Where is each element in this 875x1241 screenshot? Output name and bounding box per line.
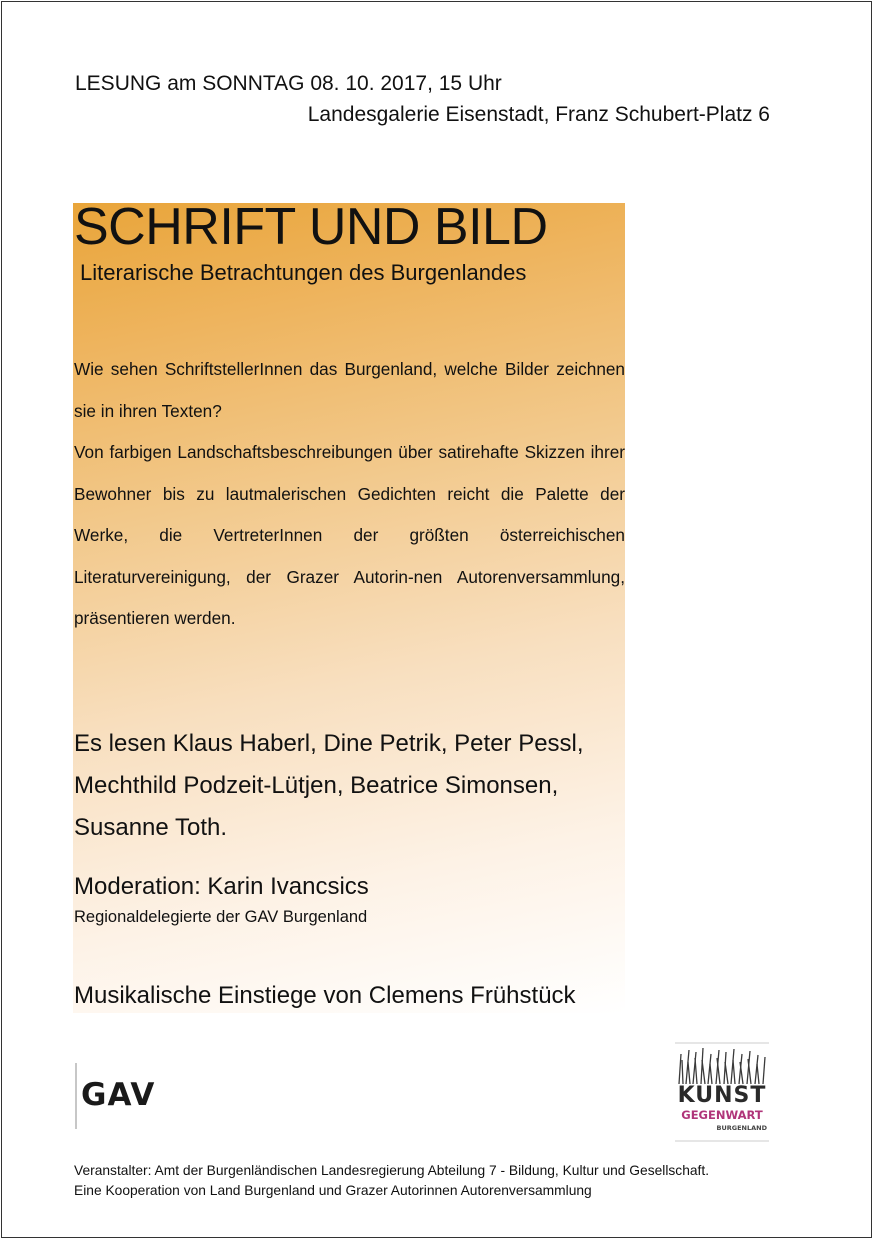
intro-paragraph: Von farbigen Landschaftsbeschreibungen über satirehafte Skizzen ihrer Bewohner bis zu lautmalerischen Gedichten reicht die Palette der Werke, die VertreterInnen der größten österreichischen Literaturvereinigung, der Grazer Autorin-nen Autorenversammlung, präsentieren werden. (74, 442, 625, 628)
page-subtitle: Literarische Betrachtungen des Burgenlandes (80, 260, 527, 285)
kunst-logo-word: KUNST (677, 1083, 767, 1108)
footer-cooperation: Eine Kooperation von Land Burgenland und Grazer Autorinnen Autorenversammlung (74, 1183, 592, 1198)
readers-list (74, 723, 584, 849)
readers-line: Susanne Toth. (74, 814, 228, 841)
intro-paragraph: Wie sehen SchriftstellerInnen das Burgenland, welche Bilder zeichnen sie in ihren Texten? (74, 359, 625, 421)
moderation-role: Regionaldelegierte der GAV Burgenland (74, 908, 368, 926)
music-line: Musikalische Einstiege von Clemens Frühstück (74, 982, 576, 1009)
moderation-line: Moderation: Karin Ivancsics (74, 873, 369, 900)
intro-text (74, 349, 625, 640)
kunst-logo-burgenland: BURGENLAND (716, 1124, 767, 1132)
gav-logo (75, 1063, 165, 1129)
gav-logo-bar (75, 1063, 77, 1129)
gav-logo-text: GAV (81, 1077, 156, 1113)
readers-line: Es lesen Klaus Haberl, Dine Petrik, Peter Pessl, (74, 730, 584, 757)
page-title: SCHRIFT UND BILD (74, 198, 548, 256)
grass-strokes (679, 1048, 765, 1084)
readers-line: Mechthild Podzeit-Lütjen, Beatrice Simonsen, (74, 772, 559, 799)
footer-organizer: Veranstalter: Amt der Burgenländischen Landesregierung Abteilung 7 - Bildung, Kultur und Gesellschaft. (74, 1163, 710, 1178)
kunst-gegenwart-logo (675, 1040, 769, 1145)
kunst-logo-gegenwart: GEGENWART (681, 1108, 763, 1122)
venue-line: Landesgalerie Eisenstadt, Franz Schubert-Platz 6 (307, 103, 770, 126)
event-date-line: LESUNG am SONNTAG 08. 10. 2017, 15 Uhr (75, 72, 502, 95)
footer (74, 1161, 709, 1201)
